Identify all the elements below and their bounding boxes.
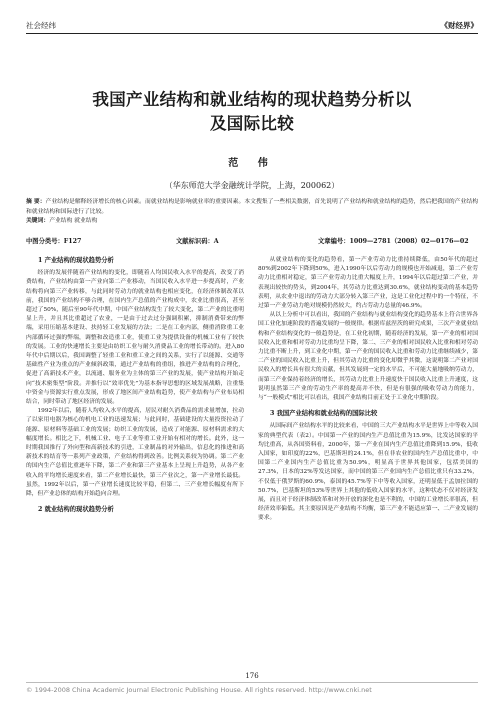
page-number: 176 [245,672,259,680]
article-number: 文章编号：1009—2781（2008）02—0176—02 [318,238,469,245]
abstract-label: 摘 要： [26,199,46,205]
abstract-text [26,198,478,217]
title-line-2: 及国际比较 [210,114,294,133]
copyright-footer: © 1994-2008 China Academic Journal Electronic Publishing House. All rights reserved. http://www.cnki.net [26,686,372,694]
abstract-body: 产业结构是解释经济增长的核心因素。而就业结构是影响就业率的重要因素。本文搜集了一些相关数据，首先说明了产业结构和就业结构的趋势，然后把我国的产业结构和就业结构和国际进行了比较。 [26,199,478,215]
paragraph: 从国际间产业结构水平的比较来看，中国的三大产业结构水平是世界上中等收入国家的典型代表（表2）。中国第一产业的国内生产总值比重为15.9%，比发达国家的平均比重高，从各国资料看，2000年，第一产业在国内生产总值比重降到15.9%，低收入国家，如印度的22%，巴基斯坦的24.1%，但在非农业的国内生产总值比重中，中国第二产业国内生产总值比重为50.9%，明显高于世界其他国家，包括美国的27.3%，日本的32%等发达国家，而中国的第三产业国内生产总值比重只有33.2%，不仅低于俄罗斯的60.9%，泰国的45.7%等下中等收入国家，还明显低于孟加拉国的50.7%，巴基斯坦的53%等世界上其他的低收入国家的水平，这种状态不仅对经济发展，而且对于经济体制改革和对外开放的深化也是不利的，中国的工业增长率很高，但经济效率偏低。其主要原因是产业结构不均衡，第三产业不能适应第一、二产业发展的要求。 [258,423,478,522]
running-header [26,20,478,34]
section-label: 社会经纬 [26,21,56,30]
paper-title [40,88,464,136]
keywords-label: 关键词： [26,218,50,224]
document-code: 文献标识码：A [176,238,219,245]
paragraph: 从就业结构的变化的趋势看，第一产业劳动力比重持续降低，由50年代的超过80%到2002年下降到50%，进入1990年以后劳动力的规模也开始减退，第二产业劳动力比重相对稳定，第三产业劳动力比重大幅度上升，1994年以后超过第二产业，并表现出较快的势头，到2004年，其劳动力比重达到30.6%，就业结构变动的基本趋势表明，从农业中退出的劳动力大部分转入第三产业，这是工业化过程中的一个特征，不过第一产业劳动力绝对规模仍然较大，约占劳动力总量的46.9%。 [258,257,478,310]
keywords-line [26,217,478,227]
footer-divider [26,682,478,683]
section-heading-3: 3 我国产业结构和就业结构的国际比较 [270,410,378,418]
header-divider [26,33,478,34]
left-column [26,256,244,518]
paragraph: 从以上分析中可以看出，我国的产业结构与就业结构变化的趋势基本上符合世界各国工业化加速阶段的普遍发展的一般规律。根据库兹涅茨的研究成果，三次产业就业结构和产业结构变化的一般趋势是，在工业化初期，随着经济的发展，第一产业的相对国民收入比重和相对劳动力比重均呈下降，第二、三产业的相对国民收入比重和相对劳动力比重不断上升，到工业化中期，第一产业的国民收入比重和劳动力比重继续减少，第二产业的国民收入比重上升，但其劳动力比重的变化却微乎其微，这说明第二产业对国民收入的增长具有很大的贡献，但其发展到一定的水平后，不可能大量地吸纳劳动力，而第三产业保持着经济的增长，其劳动力比重上升速度快于国民收入比重上升速度，这说明虽然第三产业的劳动生产率的提高并不快，但是有很强的吸收劳动力的能力，与“一般模式”相比可以看出，我国产业结构目前正处于工业化中期阶段。 [258,312,478,402]
article-meta [26,236,478,248]
title-line-1: 我国产业结构和就业结构的现状趋势分析以 [92,90,412,109]
journal-name: 《财经界》 [440,21,478,30]
paragraph: 经济的发展伴随着产业结构的变化，即随着人均国民收入水平的提高，改变了消费结构，产业结构由第一产业向第二产业移动，当国民收入水平进一步提高时，产业结构将向第三产业转移，与此同时劳动力的就业结构也相应变化，在经济体制改革以前，我国的产业结构不够合理，在国内生产总值的产业构成中，农业比重很高，甚至超过了50%，随后至90年代中期，中国产业结构发生了较大变化，第二产业的比重明显上升，并且其比重超过了农业，一是由于过去过分强调积累，抑制消费带来的弊端，采用压缩基本建设、扶持轻工业发展的方法；二是在工业内部，侧重消除重工业内部循环过强的弊端，调整和改造重工业，使重工业为提供设备的机械工业有了较快的发展。工业的快速增长主要是由纺织工业与耐久消费品工业的增长带动的。进入80年代中后期以后，我国调整了轻重工业和重工业之间的关系，实行了以能源、交通等基础性产业为重点的产业倾斜政策，通过产业结构的重组，推进产业结构的合理化，促进了高新技术产业，以流通、服务业为主体的第三产业的发展，使产业结构开始走向“技术密集型”阶段。并推行以“效率优先”为基本指导思想的区域发展战略，注重集中资金与资源实行重点发展，形成了地区间产业结构趋势，使产业结构与产业布局相结合，同时带动了地区经济的发展。 [26,270,244,406]
classification-number: 中图分类号：F127 [26,238,82,245]
paragraph: 1992年以后，随着人均收入水平的提高，居民对耐久消费品的需求量增加，拉动了以家用电器为核心的机电工业的迅速发展；与此同时，基础建设的大量投资拉动了能源、原材料等基础工业的发展；纺织工业的发展，造成了对能源、原材料需求的大幅度增长。相比之下，机械工业、电子工业等重工业开始有相对的增长。此外，这一时期我国推行了外向型和高新技术的引进，工业制品的对外输出，信息化的推进和高新技术的结育等一系列产业政策，产业结构得到改善。比例关系较为协调。第二产业的国内生产总值比重逐年下降，第二产业和第三产业基本上呈现上升趋势，从各产业收入的平均增长速度来看，第二产业增长最快，第三产业次之，第一产业增长最低。虽然，1992年以后，第一产业增长速度比较平稳，但第二、三产业增长幅度有所下降，但产业总体的结构开始趋向合理。 [26,408,244,498]
keywords-value: 产业结构 就业结构 [49,218,98,224]
right-column [258,256,478,524]
author-affiliation: （华东师范大学金融统计学院，上海，200062） [164,181,340,190]
abstract-block [26,198,478,227]
section-heading-1: 1 产业结构的现状趋势分析 [38,257,114,264]
author-name: 范 伟 [228,158,276,169]
section-heading-2: 2 就业结构的现状趋势分析 [38,506,114,514]
